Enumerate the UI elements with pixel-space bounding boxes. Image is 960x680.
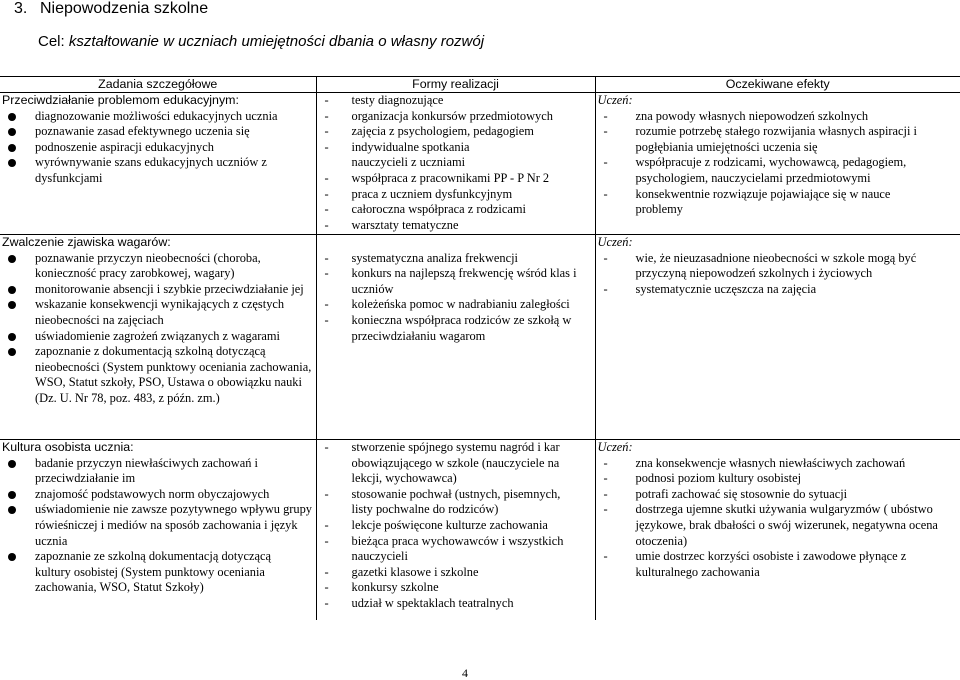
section-heading bbox=[14, 0, 208, 18]
list-item: - udział w spektaklach teatralnych bbox=[319, 596, 593, 612]
task-list bbox=[2, 109, 314, 187]
section-title: Niepowodzenia szkolne bbox=[40, 0, 209, 17]
list-item: uświadomienie nie zawsze pozytywnego wpływu grupy rówieśniczej i mediów na sposób zachowania i język ucznia bbox=[2, 502, 314, 549]
effects-list bbox=[598, 109, 959, 218]
list-item: - rozumie potrzebę stałego rozwijania własnych aspiracji i pogłębiania umiejętności uczenia się bbox=[598, 124, 959, 155]
list-item: diagnozowanie możliwości edukacyjnych ucznia bbox=[2, 109, 314, 125]
list-item: - zajęcia z psychologiem, pedagogiem bbox=[319, 124, 593, 140]
list-item: - koleżeńska pomoc w nadrabianiu zaległości bbox=[319, 297, 593, 313]
list-item: wyrównywanie szans edukacyjnych uczniów z dysfunkcjami bbox=[2, 155, 314, 186]
tasks-cell bbox=[0, 93, 316, 235]
list-item: - systematycznie uczęszcza na zajęcia bbox=[598, 282, 959, 298]
goal-label: Cel: bbox=[38, 33, 65, 50]
forms-list bbox=[319, 440, 593, 612]
list-item: - konkurs na najlepszą frekwencję wśród klas i uczniów bbox=[319, 266, 593, 297]
list-item: - dostrzega ujemne skutki używania wulgaryzmów ( ubóstwo językowe, brak dbałości o swój wizerunek, negatywna ocena otoczenia) bbox=[598, 502, 959, 549]
effects-cell bbox=[595, 235, 960, 440]
list-item: - wie, że nieuzasadnione nieobecności w szkole mogą być przyczyną niepowodzeń szkolnych i życiowych bbox=[598, 251, 959, 282]
list-item: - stosowanie pochwał (ustnych, pisemnych, listy pochwalne do rodziców) bbox=[319, 487, 593, 518]
header-effects: Oczekiwane efekty bbox=[595, 77, 960, 93]
effects-label: Uczeń: bbox=[597, 440, 633, 454]
effects-label: Uczeń: bbox=[597, 93, 633, 107]
list-item: - bieżąca praca wychowawców i wszystkich nauczycieli bbox=[319, 534, 593, 565]
list-item: - zna konsekwencje własnych niewłaściwych zachowań bbox=[598, 456, 959, 472]
list-item: - całoroczna współpraca z rodzicami bbox=[319, 202, 593, 218]
list-item: - konieczna współpraca rodziców ze szkołą w przeciwdziałaniu wagarom bbox=[319, 313, 593, 344]
effects-list bbox=[598, 456, 959, 581]
list-item: - potrafi zachować się stosownie do sytuacji bbox=[598, 487, 959, 503]
list-item: - konkursy szkolne bbox=[319, 580, 593, 596]
forms-cell bbox=[316, 235, 595, 440]
forms-list bbox=[319, 93, 593, 233]
section-number: 3. bbox=[14, 0, 28, 17]
section-title: Zwalczenie zjawiska wagarów: bbox=[2, 235, 171, 249]
forms-list bbox=[319, 251, 593, 345]
list-item: - lekcje poświęcone kulturze zachowania bbox=[319, 518, 593, 534]
tasks-table bbox=[0, 76, 960, 620]
list-item: - praca z uczniem dysfunkcyjnym bbox=[319, 187, 593, 203]
list-item: zapoznanie z dokumentacją szkolną dotyczącą nieobecności (System punktowy oceniania zachowania, WSO, Statut szkoły, PSO, Ustawa o obowiązku nauki (Dz. U. Nr 78, poz. 483, z późn. zm.) bbox=[2, 344, 314, 406]
list-item: - zna powody własnych niepowodzeń szkolnych bbox=[598, 109, 959, 125]
list-item: - stworzenie spójnego systemu nagród i kar obowiązującego w szkole (nauczyciele na lekcji, wychowawca) bbox=[319, 440, 593, 487]
table-row bbox=[0, 93, 960, 235]
list-item: poznawanie przyczyn nieobecności (choroba, konieczność pracy zarobkowej, wagary) bbox=[2, 251, 314, 282]
list-item: - podnosi poziom kultury osobistej bbox=[598, 471, 959, 487]
list-item: monitorowanie absencji i szybkie przeciwdziałanie jej bbox=[2, 282, 314, 298]
tasks-cell bbox=[0, 235, 316, 440]
list-item: podnoszenie aspiracji edukacyjnych bbox=[2, 140, 314, 156]
list-item: uświadomienie zagrożeń związanych z wagarami bbox=[2, 329, 314, 345]
goal-line bbox=[38, 33, 484, 51]
list-item: - konsekwentnie rozwiązuje pojawiające się w nauce problemy bbox=[598, 187, 959, 218]
list-item: badanie przyczyn niewłaściwych zachowań i przeciwdziałanie im bbox=[2, 456, 314, 487]
list-item: - testy diagnozujące bbox=[319, 93, 593, 109]
header-forms: Formy realizacji bbox=[316, 77, 595, 93]
list-item: - systematyczna analiza frekwencji bbox=[319, 251, 593, 267]
header-tasks: Zadania szczegółowe bbox=[0, 77, 316, 93]
list-item: - indywidualne spotkania nauczycieli z uczniami bbox=[319, 140, 593, 171]
effects-label: Uczeń: bbox=[597, 235, 633, 249]
list-item: zapoznanie ze szkolną dokumentacją dotyczącą kultury osobistej (System punktowy oceniania zachowania, WSO, Statut Szkoły) bbox=[2, 549, 314, 596]
list-item: - warsztaty tematyczne bbox=[319, 218, 593, 234]
task-list bbox=[2, 251, 314, 407]
tasks-cell bbox=[0, 440, 316, 620]
forms-cell bbox=[316, 440, 595, 620]
list-item: znajomość podstawowych norm obyczajowych bbox=[2, 487, 314, 503]
list-item: poznawanie zasad efektywnego uczenia się bbox=[2, 124, 314, 140]
effects-cell bbox=[595, 440, 960, 620]
section-title: Kultura osobista ucznia: bbox=[2, 440, 134, 454]
goal-text: kształtowanie w uczniach umiejętności dbania o własny rozwój bbox=[68, 33, 485, 50]
section-title: Przeciwdziałanie problemom edukacyjnym: bbox=[2, 93, 239, 107]
page-number: 4 bbox=[462, 666, 468, 680]
table-row bbox=[0, 235, 960, 440]
table-row bbox=[0, 440, 960, 620]
task-list bbox=[2, 456, 314, 596]
list-item: - gazetki klasowe i szkolne bbox=[319, 565, 593, 581]
list-item: - współpraca z pracownikami PP - P Nr 2 bbox=[319, 171, 593, 187]
list-item: wskazanie konsekwencji wynikających z częstych nieobecności na zajęciach bbox=[2, 297, 314, 328]
list-item: - współpracuje z rodzicami, wychowawcą, pedagogiem, psychologiem, nauczycielami przedmiotowymi bbox=[598, 155, 959, 186]
effects-list bbox=[598, 251, 959, 298]
list-item: - umie dostrzec korzyści osobiste i zawodowe płynące z kulturalnego zachowania bbox=[598, 549, 959, 580]
list-item: - organizacja konkursów przedmiotowych bbox=[319, 109, 593, 125]
table-header-row bbox=[0, 77, 960, 93]
forms-cell bbox=[316, 93, 595, 235]
effects-cell bbox=[595, 93, 960, 235]
